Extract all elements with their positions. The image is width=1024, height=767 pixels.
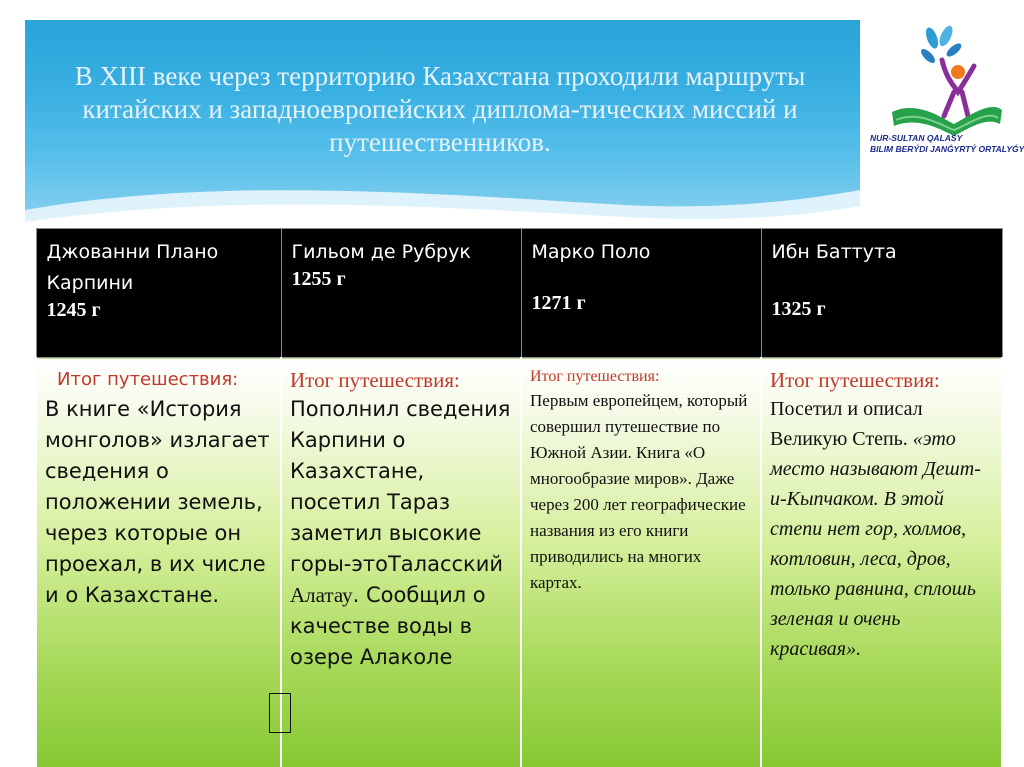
result-text-main: Посетил и описал Великую Степь. [770,398,923,450]
result-cell-marco-polo [521,358,761,767]
header-marco-polo [521,229,761,358]
result-quote: «это место называют Дешт-и-Кыпчаком. В этой степи нет гор, холмов, котловин, леса, дров, только равнина, сплошь зеленая и очень красивая». [770,428,981,660]
wave-decoration [25,170,860,230]
traveler-year: 1255 г [291,268,346,290]
traveler-name: Джованни Плано Карпини [46,241,219,294]
result-cell-rubruk [281,358,521,767]
result-text [290,397,510,669]
result-text [770,398,981,660]
result-text-main: Пополнил сведения Карпини о Казахстане, посетил Тараз заметил высокие горы-этоТалаcский [290,397,511,576]
result-text-tail: . Сообщил о качестве воды в озере Алаколе [290,583,486,669]
table-body-row [36,358,1002,767]
header-ibn-battuta [761,229,1002,358]
traveler-name: Ибн Баттута [771,241,897,263]
logo-line-1: NUR-SULTAN QALASY [870,133,963,143]
result-text: Первым европейцем, который совершил путешествие по Южной Азии. Книга «О многообразие миров». Даже через 200 лет географические названия из его книги приводились на многих картах. [530,391,748,592]
traveler-name: Гильом де Рубрук [291,241,471,263]
logo-caption [870,133,1024,155]
traveler-name: Марко Поло [531,241,651,263]
header-rubruk [281,229,521,358]
result-label: Итог путешествия: [530,368,660,385]
result-label: Итог путешествия: [770,368,940,392]
table-header-row [36,229,1002,358]
traveler-year: 1325 г [771,298,826,320]
result-label: Итог путешествия: [57,369,239,390]
traveler-year: 1245 г [46,299,101,321]
result-text: В книге «История монголов» излагает сведения о положении земель, через которые он проехал, в их числе и о Казахстане. [45,397,270,607]
logo-line-2: BILIM BERÝDI JANǴYRTÝ ORTALYǴY [870,144,1024,154]
travelers-table [35,228,1003,767]
header-carpini [36,229,281,358]
result-cell-ibn-battuta [761,358,1002,767]
missing-glyph-icon [269,693,291,733]
result-text-alatau: Алатау [290,583,353,607]
slide-title: В XIII веке через территорию Казахстана проходили маршруты китайских и западноевропейских диплома-тических миссий и путешественников. [74,61,806,157]
result-cell-carpini [36,358,281,767]
traveler-year: 1271 г [531,292,586,314]
result-label: Итог путешествия: [290,368,460,392]
